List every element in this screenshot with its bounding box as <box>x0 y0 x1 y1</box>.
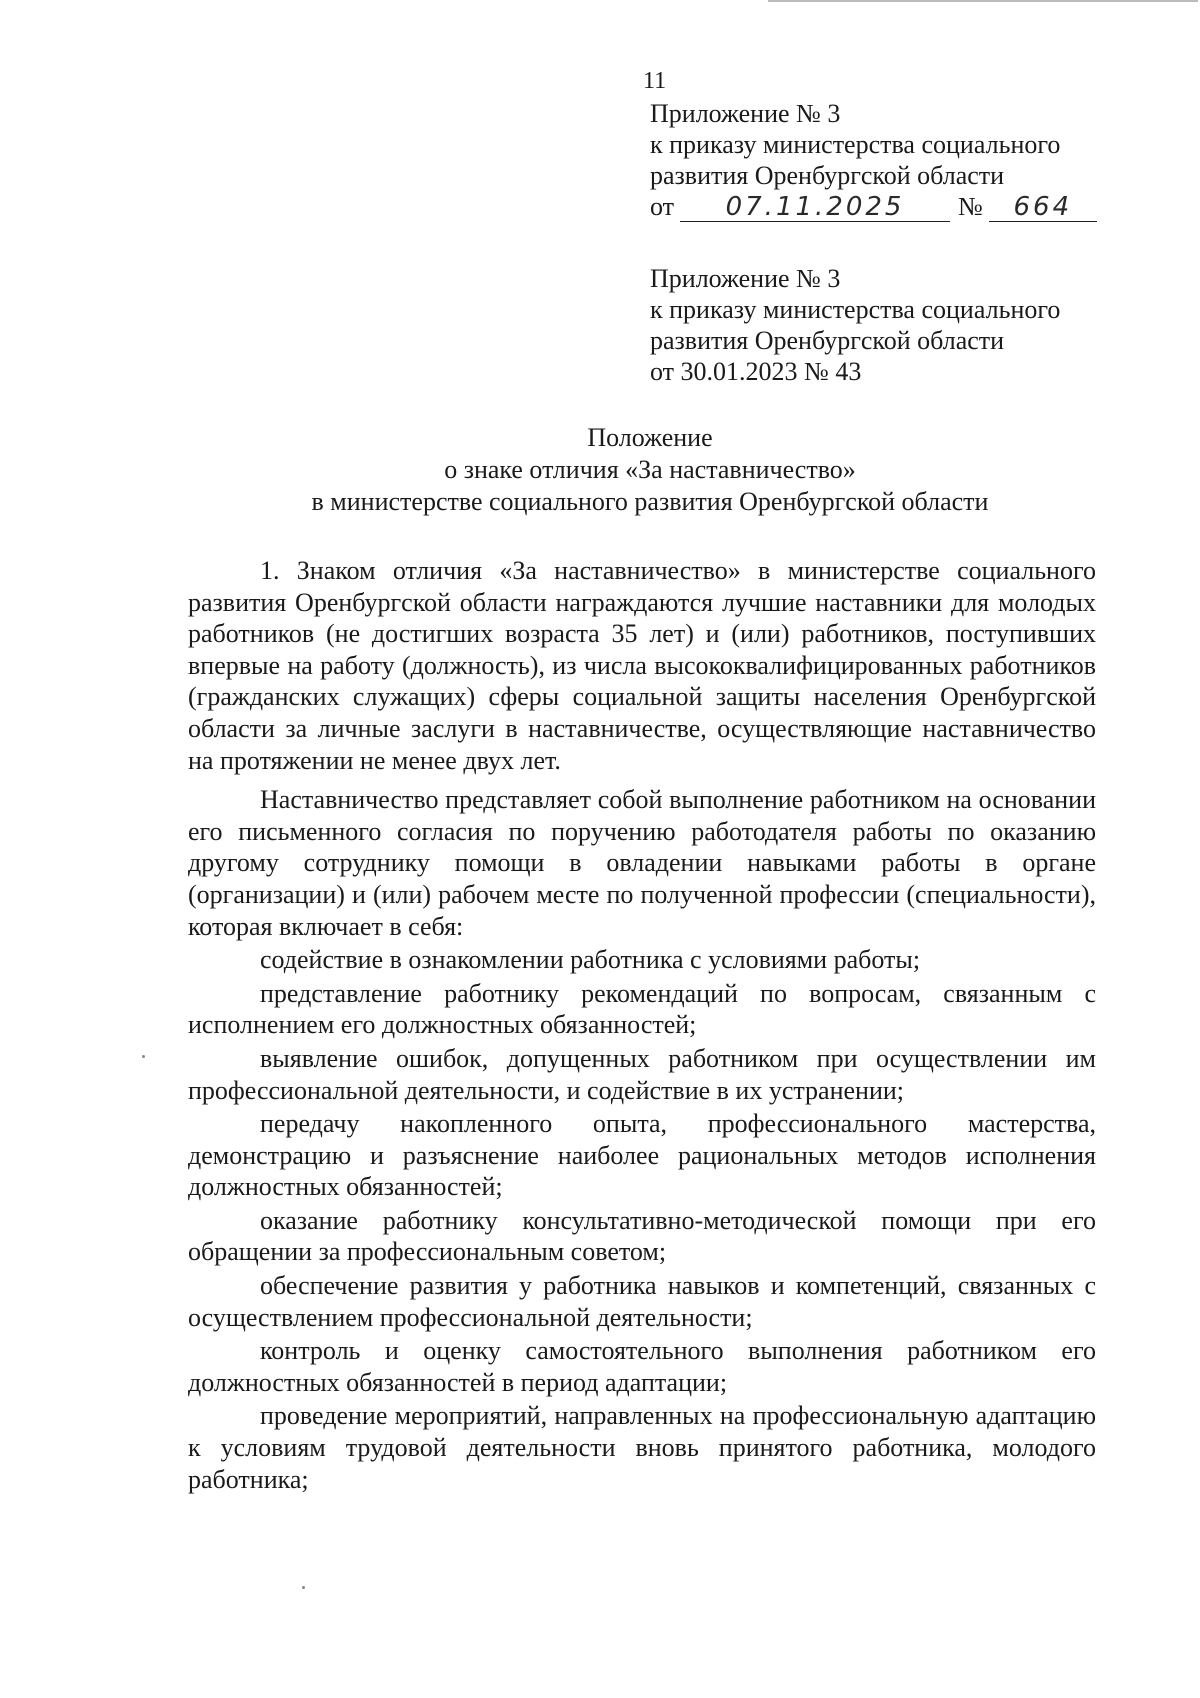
page-number: 11 <box>643 68 667 94</box>
document-body <box>188 555 1096 1495</box>
appendix-line: к приказу министерства социального <box>650 295 1061 324</box>
list-item: контроль и оценку самостоятельного выполнения работником его должностных обязанностей в период адаптации; <box>188 1336 1096 1397</box>
title-line: Положение <box>587 423 713 452</box>
title-line: в министерстве социального развития Оренбургской области <box>311 487 989 516</box>
appendix-line: развития Оренбургской области <box>650 161 1005 190</box>
list-item: обеспечение развития у работника навыков и компетенций, связанных с осуществлением профессиональной деятельности; <box>188 1271 1096 1332</box>
appendix-line: от 30.01.2023 № 43 <box>650 357 862 386</box>
appendix-date-number-line <box>650 191 1170 222</box>
paragraph: Наставничество представляет собой выполнение работником на основании его письменного согласия по поручению работодателя работы по оказанию другому сотруднику помощи в овладении навыками работы в органе (организации) и (или) рабочем месте по полученной профессии (специальности), которая включает в себя: <box>188 785 1096 941</box>
list-item: выявление ошибок, допущенных работником при осуществлении им профессиональной деятельности, и содействие в их устранении; <box>188 1043 1096 1105</box>
appendix-current <box>650 98 1170 222</box>
list-item: содействие в ознакомлении работника с условиями работы; <box>260 945 921 975</box>
document-title <box>150 422 1150 518</box>
handwritten-date: 07.11.2025 <box>680 193 950 222</box>
list-item: передачу накопленного опыта, профессионального мастерства, демонстрацию и разъяснение наиболее рациональных методов исполнения должностных обязанностей; <box>188 1109 1096 1202</box>
title-line: о знаке отличия «За наставничество» <box>444 455 856 484</box>
handwritten-number: 664 <box>989 193 1097 222</box>
appendix-line: к приказу министерства социального <box>650 130 1061 159</box>
appendix-title: Приложение № 3 <box>650 264 841 293</box>
appendix-line: развития Оренбургской области <box>650 326 1005 355</box>
scan-speck <box>142 1055 145 1058</box>
date-prefix: от <box>650 192 675 221</box>
scan-speck <box>302 1586 305 1589</box>
appendix-previous <box>650 263 1170 387</box>
list-item: проведение мероприятий, направленных на профессиональную адаптацию к условиям трудовой деятельности вновь принятого работника, молодого работника; <box>188 1401 1096 1494</box>
list-item: оказание работнику консультативно-методической помощи при его обращении за профессиональным советом; <box>188 1205 1096 1267</box>
appendix-title: Приложение № 3 <box>650 99 841 128</box>
scan-edge-mark <box>768 0 1198 2</box>
list-item: представление работнику рекомендаций по вопросам, связанным с исполнением его должностных обязанностей; <box>188 978 1096 1040</box>
number-prefix: № <box>958 192 983 221</box>
paragraph: 1. Знаком отличия «За наставничество» в министерстве социального развития Оренбургской области награждаются лучшие наставники для молодых работников (не достигших возраста 35 лет) и (или) работников, поступивших впервые на работу (должность), из числа высококвалифицированных работников (гражданских служащих) сферы социальной защиты населения Оренбургской области за личные заслуги в наставничестве, осуществляющие наставничество на протяжении не менее двух лет. <box>188 556 1096 775</box>
